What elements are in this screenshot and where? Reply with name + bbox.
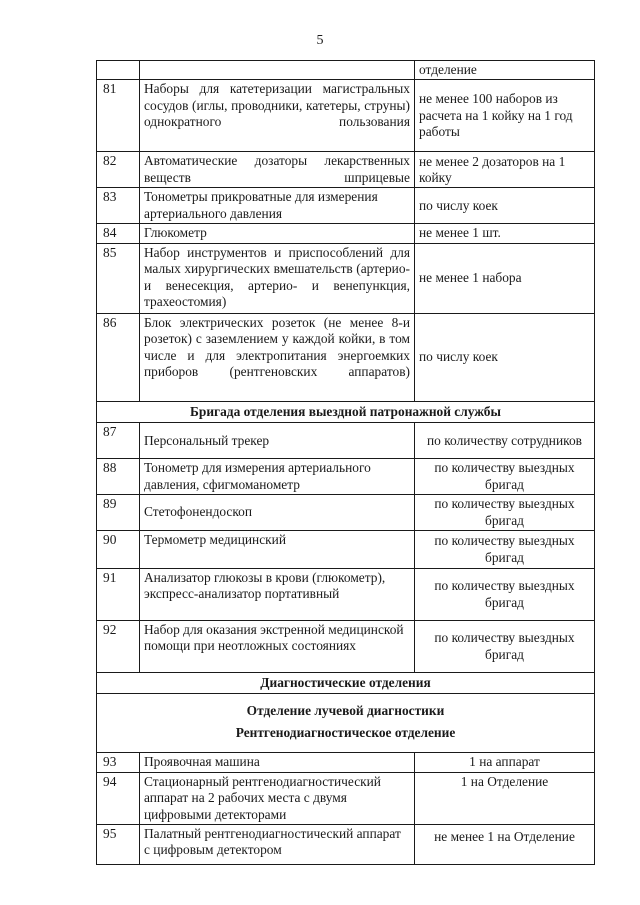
table-row <box>97 772 595 824</box>
table-row <box>97 423 595 459</box>
section-radiology-block <box>97 694 595 753</box>
quantity-cell: 1 на аппарат <box>415 753 595 772</box>
row-number: 91 <box>97 569 140 621</box>
row-number: 88 <box>97 459 140 495</box>
row-number: 94 <box>97 772 140 824</box>
item-name: Набор для оказания экстренной медицинской помощи при неотложных состояниях <box>140 621 415 673</box>
item-name: Блок электрических розеток (не менее 8-и розеток) с заземлением у каждой койки, в том числе и для электропитания энергоемких приборов (рентгеновских аппаратов) <box>140 313 415 401</box>
quantity-cell: отделение <box>415 61 595 80</box>
item-name: Тонометры прикроватные для измерения артериального давления <box>140 188 415 224</box>
table-row <box>97 61 595 80</box>
page-number: 5 <box>316 33 324 48</box>
item-name: Стетофонендоскоп <box>140 495 415 531</box>
section-header <box>97 673 595 694</box>
section-xray-title: Рентгенодиагностическое отделение <box>235 725 456 741</box>
quantity-cell: по количеству выездных бригад <box>415 621 595 673</box>
row-number: 83 <box>97 188 140 224</box>
equipment-table <box>96 60 595 865</box>
quantity-cell: по количеству сотрудников <box>415 423 595 459</box>
table-row <box>97 621 595 673</box>
quantity-cell: по количеству выездных бригад <box>415 569 595 621</box>
row-number: 82 <box>97 152 140 188</box>
item-name: Глюкометр <box>140 224 415 243</box>
item-name: Персональный трекер <box>140 423 415 459</box>
item-name: Стационарный рентгенодиагностический аппарат на 2 рабочих места с двумя цифровыми детекторами <box>140 772 415 824</box>
section-patronage-title: Бригада отделения выездной патронажной службы <box>97 401 595 422</box>
item-name: Автоматические дозаторы лекарственных веществ шприцевые <box>140 152 415 188</box>
row-number: 93 <box>97 753 140 772</box>
section-radiology-title: Отделение лучевой диагностики <box>246 703 445 719</box>
item-name: Термометр медицинский <box>140 531 415 569</box>
table-row <box>97 825 595 865</box>
table-row <box>97 243 595 313</box>
quantity-cell: не менее 1 на Отделение <box>415 825 595 865</box>
row-number: 86 <box>97 313 140 401</box>
table-row <box>97 80 595 152</box>
table-row <box>97 569 595 621</box>
table-row <box>97 188 595 224</box>
table-row <box>97 459 595 495</box>
table-row <box>97 224 595 243</box>
item-name: Проявочная машина <box>140 753 415 772</box>
quantity-cell: по количеству выездных бригад <box>415 531 595 569</box>
row-number <box>97 61 140 80</box>
section-diagnostic-title: Диагностические отделения <box>97 673 595 694</box>
quantity-cell: по числу коек <box>415 188 595 224</box>
quantity-cell: не менее 2 дозаторов на 1 койку <box>415 152 595 188</box>
item-name: Палатный рентгенодиагностический аппарат с цифровым детектором <box>140 825 415 865</box>
row-number: 92 <box>97 621 140 673</box>
table-row <box>97 531 595 569</box>
table-row <box>97 313 595 401</box>
section-header <box>97 401 595 422</box>
quantity-cell: 1 на Отделение <box>415 772 595 824</box>
item-name: Тонометр для измерения артериального давления, сфигмоманометр <box>140 459 415 495</box>
table-row <box>97 495 595 531</box>
row-number: 95 <box>97 825 140 865</box>
row-number: 89 <box>97 495 140 531</box>
table-row <box>97 753 595 772</box>
quantity-cell: по количеству выездных бригад <box>415 459 595 495</box>
row-number: 84 <box>97 224 140 243</box>
row-number: 90 <box>97 531 140 569</box>
quantity-cell: не менее 1 набора <box>415 243 595 313</box>
item-name: Наборы для катетеризации магистральных сосудов (иглы, проводники, катетеры, струны) однократного пользования <box>140 80 415 152</box>
quantity-cell: не менее 100 наборов из расчета на 1 койку на 1 год работы <box>415 80 595 152</box>
item-name <box>140 61 415 80</box>
table-row <box>97 152 595 188</box>
row-number: 85 <box>97 243 140 313</box>
row-number: 87 <box>97 423 140 459</box>
quantity-cell: не менее 1 шт. <box>415 224 595 243</box>
quantity-cell: по количеству выездных бригад <box>415 495 595 531</box>
item-name: Набор инструментов и приспособлений для малых хирургических вмешательств (артерио- и венесекция, артерио- и венепункция, трахеостомия) <box>140 243 415 313</box>
quantity-cell: по числу коек <box>415 313 595 401</box>
item-name: Анализатор глюкозы в крови (глюкометр), экспресс-анализатор портативный <box>140 569 415 621</box>
row-number: 81 <box>97 80 140 152</box>
section-header <box>97 694 595 753</box>
